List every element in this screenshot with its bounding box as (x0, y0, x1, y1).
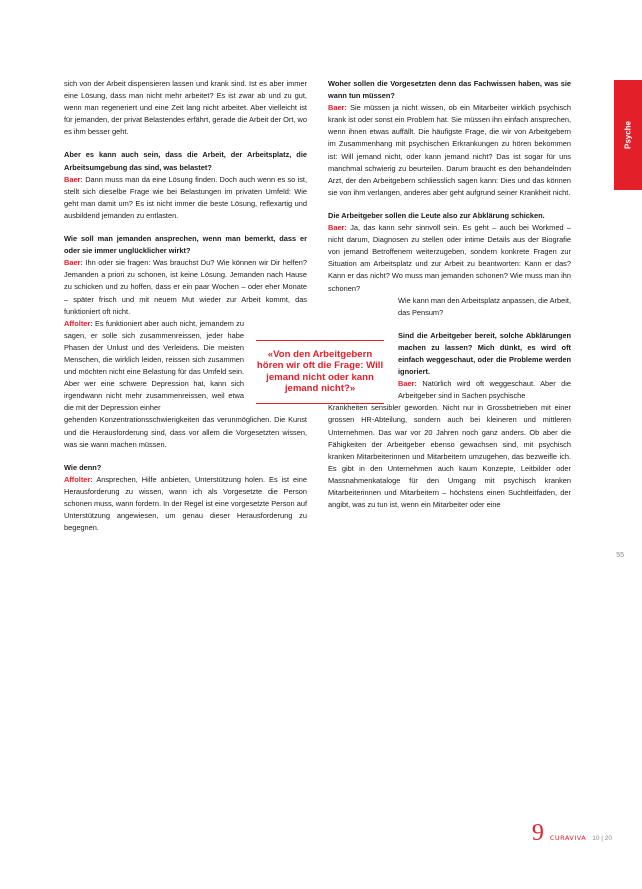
section-tab (614, 80, 642, 190)
right-qa-1 (328, 78, 571, 199)
footer-magazine-name: CURAVIVA (549, 834, 587, 842)
question: Wie soll man jemanden ansprechen, wenn man bemerkt, dass er oder sie immer unglücklicher wirkt? (64, 234, 307, 256)
left-qa-3 (64, 233, 307, 318)
speaker: Baer: (64, 174, 83, 184)
answer-wrapped (64, 318, 244, 415)
answer: Dann muss man da eine Lösung finden. Doch auch wenn es so ist, stellt sich dieselbe Frage wie bei Belastungen im privaten Umfeld: Wie geht man damit um? Es ist nicht immer die beste Lösung, reflexartig und ausbildend jemanden zu entlasten. (64, 174, 307, 220)
answer-continued: gehenden Konzentrationsschwierigkeiten das verunmöglichen. Die Kunst und die Herausforderung sind, dass vor allem die Vorgesetzten wissen, was sie wann machen müssen. (64, 415, 307, 449)
speaker: Baer: (328, 223, 347, 233)
answer-wrapped: Wie kann man den Arbeitsplatz anpassen, die Arbeit, das Pensum? (398, 295, 571, 317)
right-qa-2 (328, 210, 571, 319)
answer: Ihn oder sie fragen: Was brauchst Du? Wie können wir Dir helfen? Jemanden a priori zu schonen, ist keine Lösung. Jemanden nach Hause zu schicken und zu hoffen, dass er ein paar Wochen – oder eher Monate – später frisch und mit neuem Mut wieder zur Arbeit kommt, das funktioniert oft nicht. (64, 258, 307, 316)
speaker: Baer: (64, 258, 83, 268)
right-column (328, 78, 571, 522)
answer: Ja, das kann sehr sinnvoll sein. Es geht – auch bei Workmed – nicht darum, Diagnosen zu stellen oder intime Details aus der Biografie von jemand Betroffenem weiterzugeben, sondern konkrete Fragen zur Situation am Arbeitsplatz und zur Arbeit zu beantworten: Kann er das? Kann er das nicht? Wo muss man jemanden schonen? Wie muss man ihn schonen? (328, 223, 571, 293)
footer (532, 820, 612, 847)
right-qa-4 (328, 330, 571, 511)
speaker: Affolter: (64, 318, 93, 328)
left-qa-2 (64, 149, 307, 222)
footer-page-number: 9 (531, 820, 544, 846)
footer-issue: 10 | 20 (592, 835, 612, 842)
left-paragraph-1: sich von der Arbeit dispensieren lassen und krank sind. Ist es aber immer eine Lösung, dass man nicht mehr arbeitet? Es ist zwar ab und zu gut, wenn man regeneriert und eine Zeit lang nicht arbeitet. Aber vielleicht ist für jemanden, der privat Belastendes erfährt, gerade die Arbeit der Ort, wo es ihm besser geht. (64, 79, 307, 137)
question: Woher sollen die Vorgesetzten denn das Fachwissen haben, was sie wann tun müssen? (328, 79, 571, 101)
pull-quote: «Von den Arbeitgebern hören wir oft die Frage: Will jemand nicht oder kann jemand nicht?» (256, 340, 384, 404)
question: Die Arbeitgeber sollen die Leute also zur Abklärung schicken. (328, 210, 545, 220)
left-column (64, 78, 307, 545)
answer-continued: Krankheiten sensibler geworden. Nicht nur in Grossbetrieben mit einer grossen HR-Abteilung, sondern auch bei kleineren und mittleren Unternehmen. Das war vor 20 Jahren noch ganz anders. Ob aber die Fähigkeiten der Arbeitgeber ebenso gewachsen sind, mit psychisch kranken Mitarbeiterinnen und Mitarbeitern umzugehen, das bezweifle ich. Es gibt in den Unternehmen auch kaum Konzepte, Leitbilder oder Massnahmenkataloge für den Umgang mit psychisch kranken Mitarbeiterinnen und Mitarbeitern – höchstens einen Suchtleitfaden, der angibt, was zu tun ist, wenn ein Mitarbeiter oder eine (328, 403, 571, 510)
answer-wrapped (398, 378, 571, 402)
answer: Ansprechen, Hilfe anbieten, Unterstützung holen. Es ist eine Herausforderung zu wissen, wann ich als Vorgesetzte die Person schonen muss, wann fordern. In der Regel ist eine vorgesetzte Person auf Unterstützung angewiesen, um genau dieser Herausforderung zu begegnen. (64, 474, 307, 533)
answer: Natürlich wird oft weggeschaut. Aber die Arbeitgeber sind in Sachen psychische (398, 379, 571, 401)
question: Sind die Arbeitgeber bereit, solche Abklärungen machen zu lassen? Mich dünkt, es wird oft einfach weggeschaut, oder die Probleme werden ignoriert. (398, 330, 571, 377)
question: Wie denn? (64, 462, 102, 472)
speaker: Baer: (328, 103, 347, 113)
section-tab-label: Psyche (623, 120, 633, 150)
question: Aber es kann auch sein, dass die Arbeit, der Arbeitsplatz, die Arbeitsumgebung das sind, was belastet? (64, 150, 307, 172)
side-page-number: 55 (616, 552, 624, 559)
speaker: Affolter: (64, 474, 93, 484)
left-qa-5 (64, 462, 307, 535)
answer: Es funktioniert aber auch nicht, jemandem zu sagen, er solle sich zusammenreissen, jeder habe Phasen der Unlust und des Verleidens. Die meisten Menschen, die wirklich leiden, reissen sich zusammen und möchten nicht eine Belastung für das Umfeld sein. Aber wer eine schwere Depression hat, kann sich irgendwann nicht mehr zusammenreissen, weil etwa die mit der Depression einher (64, 318, 244, 413)
speaker: Baer: (398, 379, 417, 389)
answer: Sie müssen ja nicht wissen, ob ein Mitarbeiter wirklich psychisch krank ist oder sonst ein Problem hat. Sie müssen ihn einfach ansprechen, wenn ihnen etwas auffällt. Die häufigste Frage, die wir von Arbeitgebern im Zusammenhang mit psychischen Erkrankungen zu hören bekommen ist: Will jemand nicht, oder kann jemand nicht? Das ist sogar für uns manchmal schwierig zu beurteilen. Darum braucht es den behandelnden Arzt, der den Arbeitgebern schliesslich sagen kann: Dies und das können sie von ihm verlangen, anderes aber geht aufgrund seiner Krankheit nicht. (328, 103, 571, 197)
